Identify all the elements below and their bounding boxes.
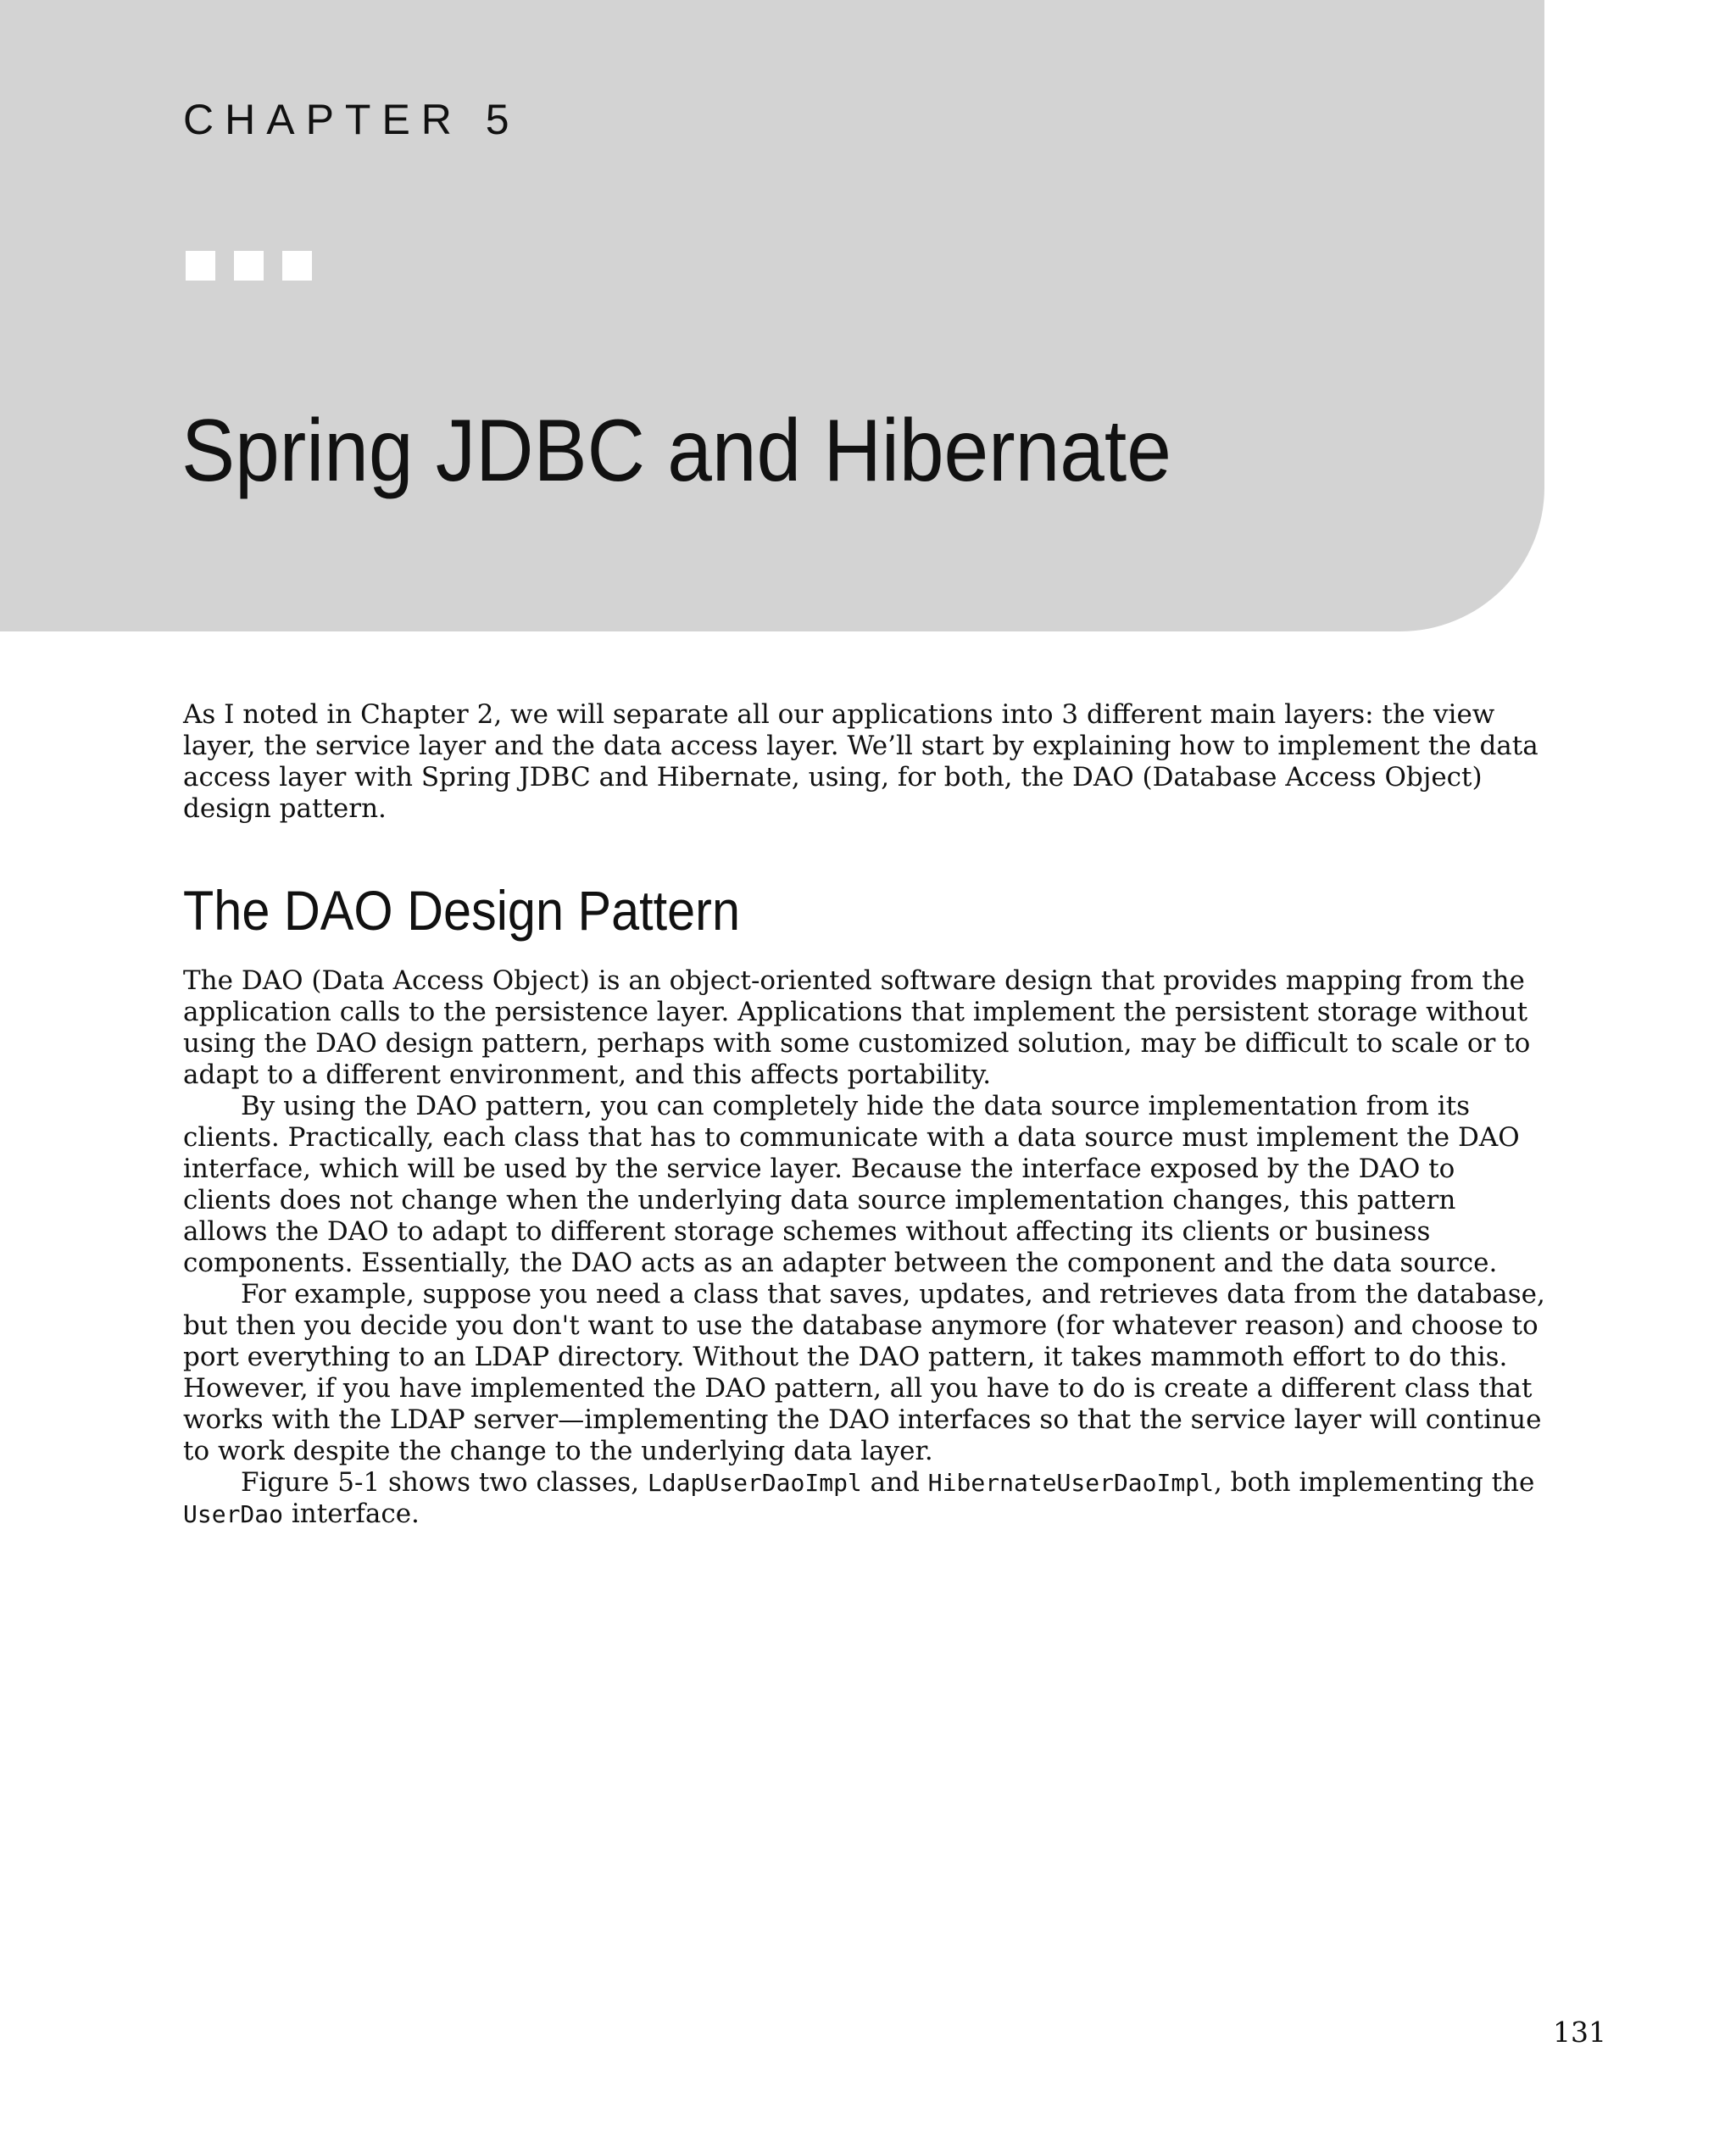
chapter-label: CHAPTER 5: [183, 96, 520, 143]
body-paragraph-1: The DAO (Data Access Object) is an object-oriented software design that provides mapping from the application calls to the persistence layer. Applications that implement the persistent storage without using the DAO design pattern, perhaps with some customized solution, may be difficult to scale or to adapt to a different environment, and this affects portability.: [183, 965, 1531, 1090]
ornament-square: [234, 251, 264, 281]
chapter-ornament: [186, 251, 312, 281]
ornament-square: [186, 251, 215, 281]
class-name-code: HibernateUserDaoImpl: [927, 1469, 1214, 1497]
section-heading: The DAO Design Pattern: [183, 879, 740, 942]
interface-name-code: UserDao: [183, 1500, 284, 1528]
paragraph-text: , both implementing the: [1213, 1467, 1535, 1498]
chapter-title: Spring JDBC and Hibernate: [181, 402, 1171, 500]
section-body: [183, 965, 1548, 1530]
page-number: 131: [1553, 2016, 1606, 2049]
ornament-square: [282, 251, 312, 281]
paragraph-text: interface.: [283, 1499, 420, 1529]
body-paragraph-2: By using the DAO pattern, you can completely hide the data source implementation from its clients. Practically, each class that has to communicate with a data source must implement the DAO interface, which will be used by the service layer. Because the interface exposed by the DAO to clients does not change when the underlying data source implementation changes, this pattern allows the DAO to adapt to different storage schemes without affecting its clients or business components. Essentially, the DAO acts as an adapter between the component and the data source.: [183, 1091, 1520, 1278]
chapter-header-band: [0, 0, 1544, 631]
class-name-code: LdapUserDaoImpl: [647, 1469, 862, 1497]
paragraph-text: Figure 5-1 shows two classes,: [241, 1467, 648, 1498]
paragraph-text: and: [861, 1467, 928, 1498]
body-paragraph-4: [183, 1467, 1548, 1530]
body-paragraph-3: For example, suppose you need a class that saves, updates, and retrieves data from the database, but then you decide you don't want to use the database anymore (for whatever reason) and choose to port everything to an LDAP directory. Without the DAO pattern, it takes mammoth effort to do this. However, if you have implemented the DAO pattern, all you have to do is create a different class that works with the LDAP server—implementing the DAO interfaces so that the service layer will continue to work despite the change to the underlying data layer.: [183, 1279, 1545, 1466]
intro-section: [183, 699, 1548, 825]
intro-paragraph: As I noted in Chapter 2, we will separate all our applications into 3 different main layers: the view layer, the service layer and the data access layer. We’ll start by explaining how to implement the data access layer with Spring JDBC and Hibernate, using, for both, the DAO (Database Access Object) design pattern.: [183, 699, 1538, 824]
